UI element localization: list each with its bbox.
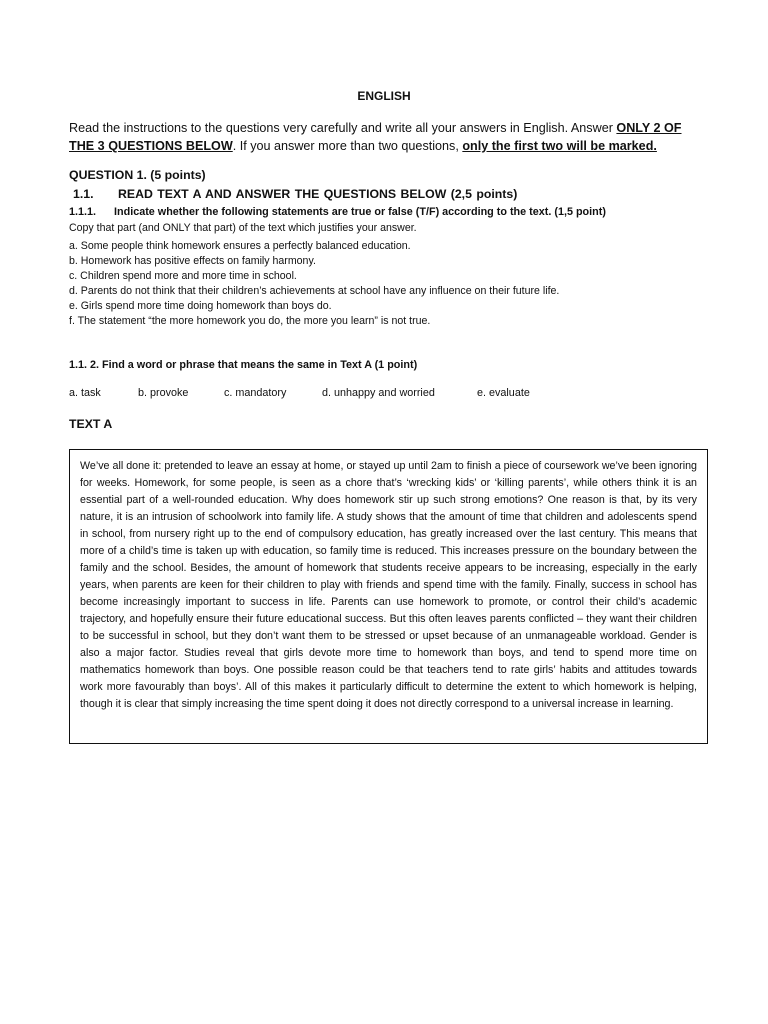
statement-list bbox=[69, 239, 559, 329]
statement-item: f. The statement “the more homework you do, the more you learn” is not true. bbox=[69, 315, 431, 327]
question-1-heading: QUESTION 1. (5 points) bbox=[69, 168, 206, 182]
question-1-1-2-heading: 1.1. 2. Find a word or phrase that means the same in Text A (1 point) bbox=[69, 359, 418, 371]
instructions-text-1: Read the instructions to the questions very carefully and write all your answers in English. Answer bbox=[69, 121, 617, 135]
statement-item: b. Homework has positive effects on family harmony. bbox=[69, 255, 316, 267]
question-1-1-heading bbox=[73, 187, 517, 201]
instructions-paragraph bbox=[69, 119, 709, 155]
text-a-body: We’ve all done it: pretended to leave an essay at home, or stayed up until 2am to finish a piece of coursework we’ve been ignoring for weeks. Homework, for some people, is seen as a chore that’s ‘wrecking kids’ or ‘killing parents’, while others think it is an essential part of a well-rounded education. Why does homework stir up such strong emotions? One reason is that, by its very nature, it is an intrusion of schoolwork into family life. A study shows that the amount of time that children and adolescents spend in school, from nursery right up to the end of compulsory education, has greatly increased over the last century. This means that more of a child’s time is taken up with education, so family time is reduced. This increases pressure on the boundary between the family and the school. Besides, the amount of homework that students receive appears to be increasing, especially in the early years, when parents are keen for their children to play with friends and spend time with the family. Finally, success in school has become increasingly important to success in life. Parents can use homework to promote, or control their child’s academic trajectory, and hopefully ensure their future educational success. But this often leaves parents conflicted – they want their children to be successful in school, but they don’t want them to be stressed or upset because of an unmanageable workload. Gender is also a major factor. Studies reveal that girls devote more time to homework than boys, and tend to spend more time on mathematics homework than boys. One possible reason could be that teachers tend to rate girls’ habits and attitudes towards work more favourably than boys’. All of this makes it particularly difficult to determine the extent to which homework is helping, though it is clear that simply increasing the time spent doing it does not directly correspond to a universal increase in learning. bbox=[80, 460, 697, 710]
statement-item: a. Some people think homework ensures a perfectly balanced education. bbox=[69, 240, 411, 252]
question-1-1-number: 1.1. bbox=[73, 187, 94, 201]
copy-instruction: Copy that part (and ONLY that part) of the text which justifies your answer. bbox=[69, 222, 417, 234]
word-item: a. task bbox=[69, 387, 101, 399]
statement-item: c. Children spend more and more time in school. bbox=[69, 270, 297, 282]
word-item: d. unhappy and worried bbox=[322, 387, 435, 399]
text-a-label: TEXT A bbox=[69, 417, 113, 431]
instructions-emphasis-1: ONLY 2 OF THE 3 QUESTIONS BELOW bbox=[69, 121, 682, 153]
question-1-1-1-text: Indicate whether the following statements are true or false (T/F) according to the text. (1,5 point) bbox=[114, 206, 606, 218]
question-1-1-1-heading bbox=[69, 206, 606, 218]
word-item: e. evaluate bbox=[477, 387, 530, 399]
word-list bbox=[69, 387, 709, 403]
question-1-1-1-number: 1.1.1. bbox=[69, 206, 97, 218]
question-1-1-text: READ TEXT A AND ANSWER THE QUESTIONS BELOW (2,5 points) bbox=[118, 187, 518, 201]
word-item: c. mandatory bbox=[224, 387, 287, 399]
statement-item: e. Girls spend more time doing homework than boys do. bbox=[69, 300, 332, 312]
page-title: ENGLISH bbox=[357, 89, 411, 103]
instructions-emphasis-2: only the first two will be marked. bbox=[462, 139, 657, 153]
word-item: b. provoke bbox=[138, 387, 189, 399]
text-a-box bbox=[69, 449, 708, 744]
instructions-text-2: . If you answer more than two questions, bbox=[232, 139, 463, 153]
statement-item: d. Parents do not think that their children’s achievements at school have any influence on their future life. bbox=[69, 285, 560, 297]
